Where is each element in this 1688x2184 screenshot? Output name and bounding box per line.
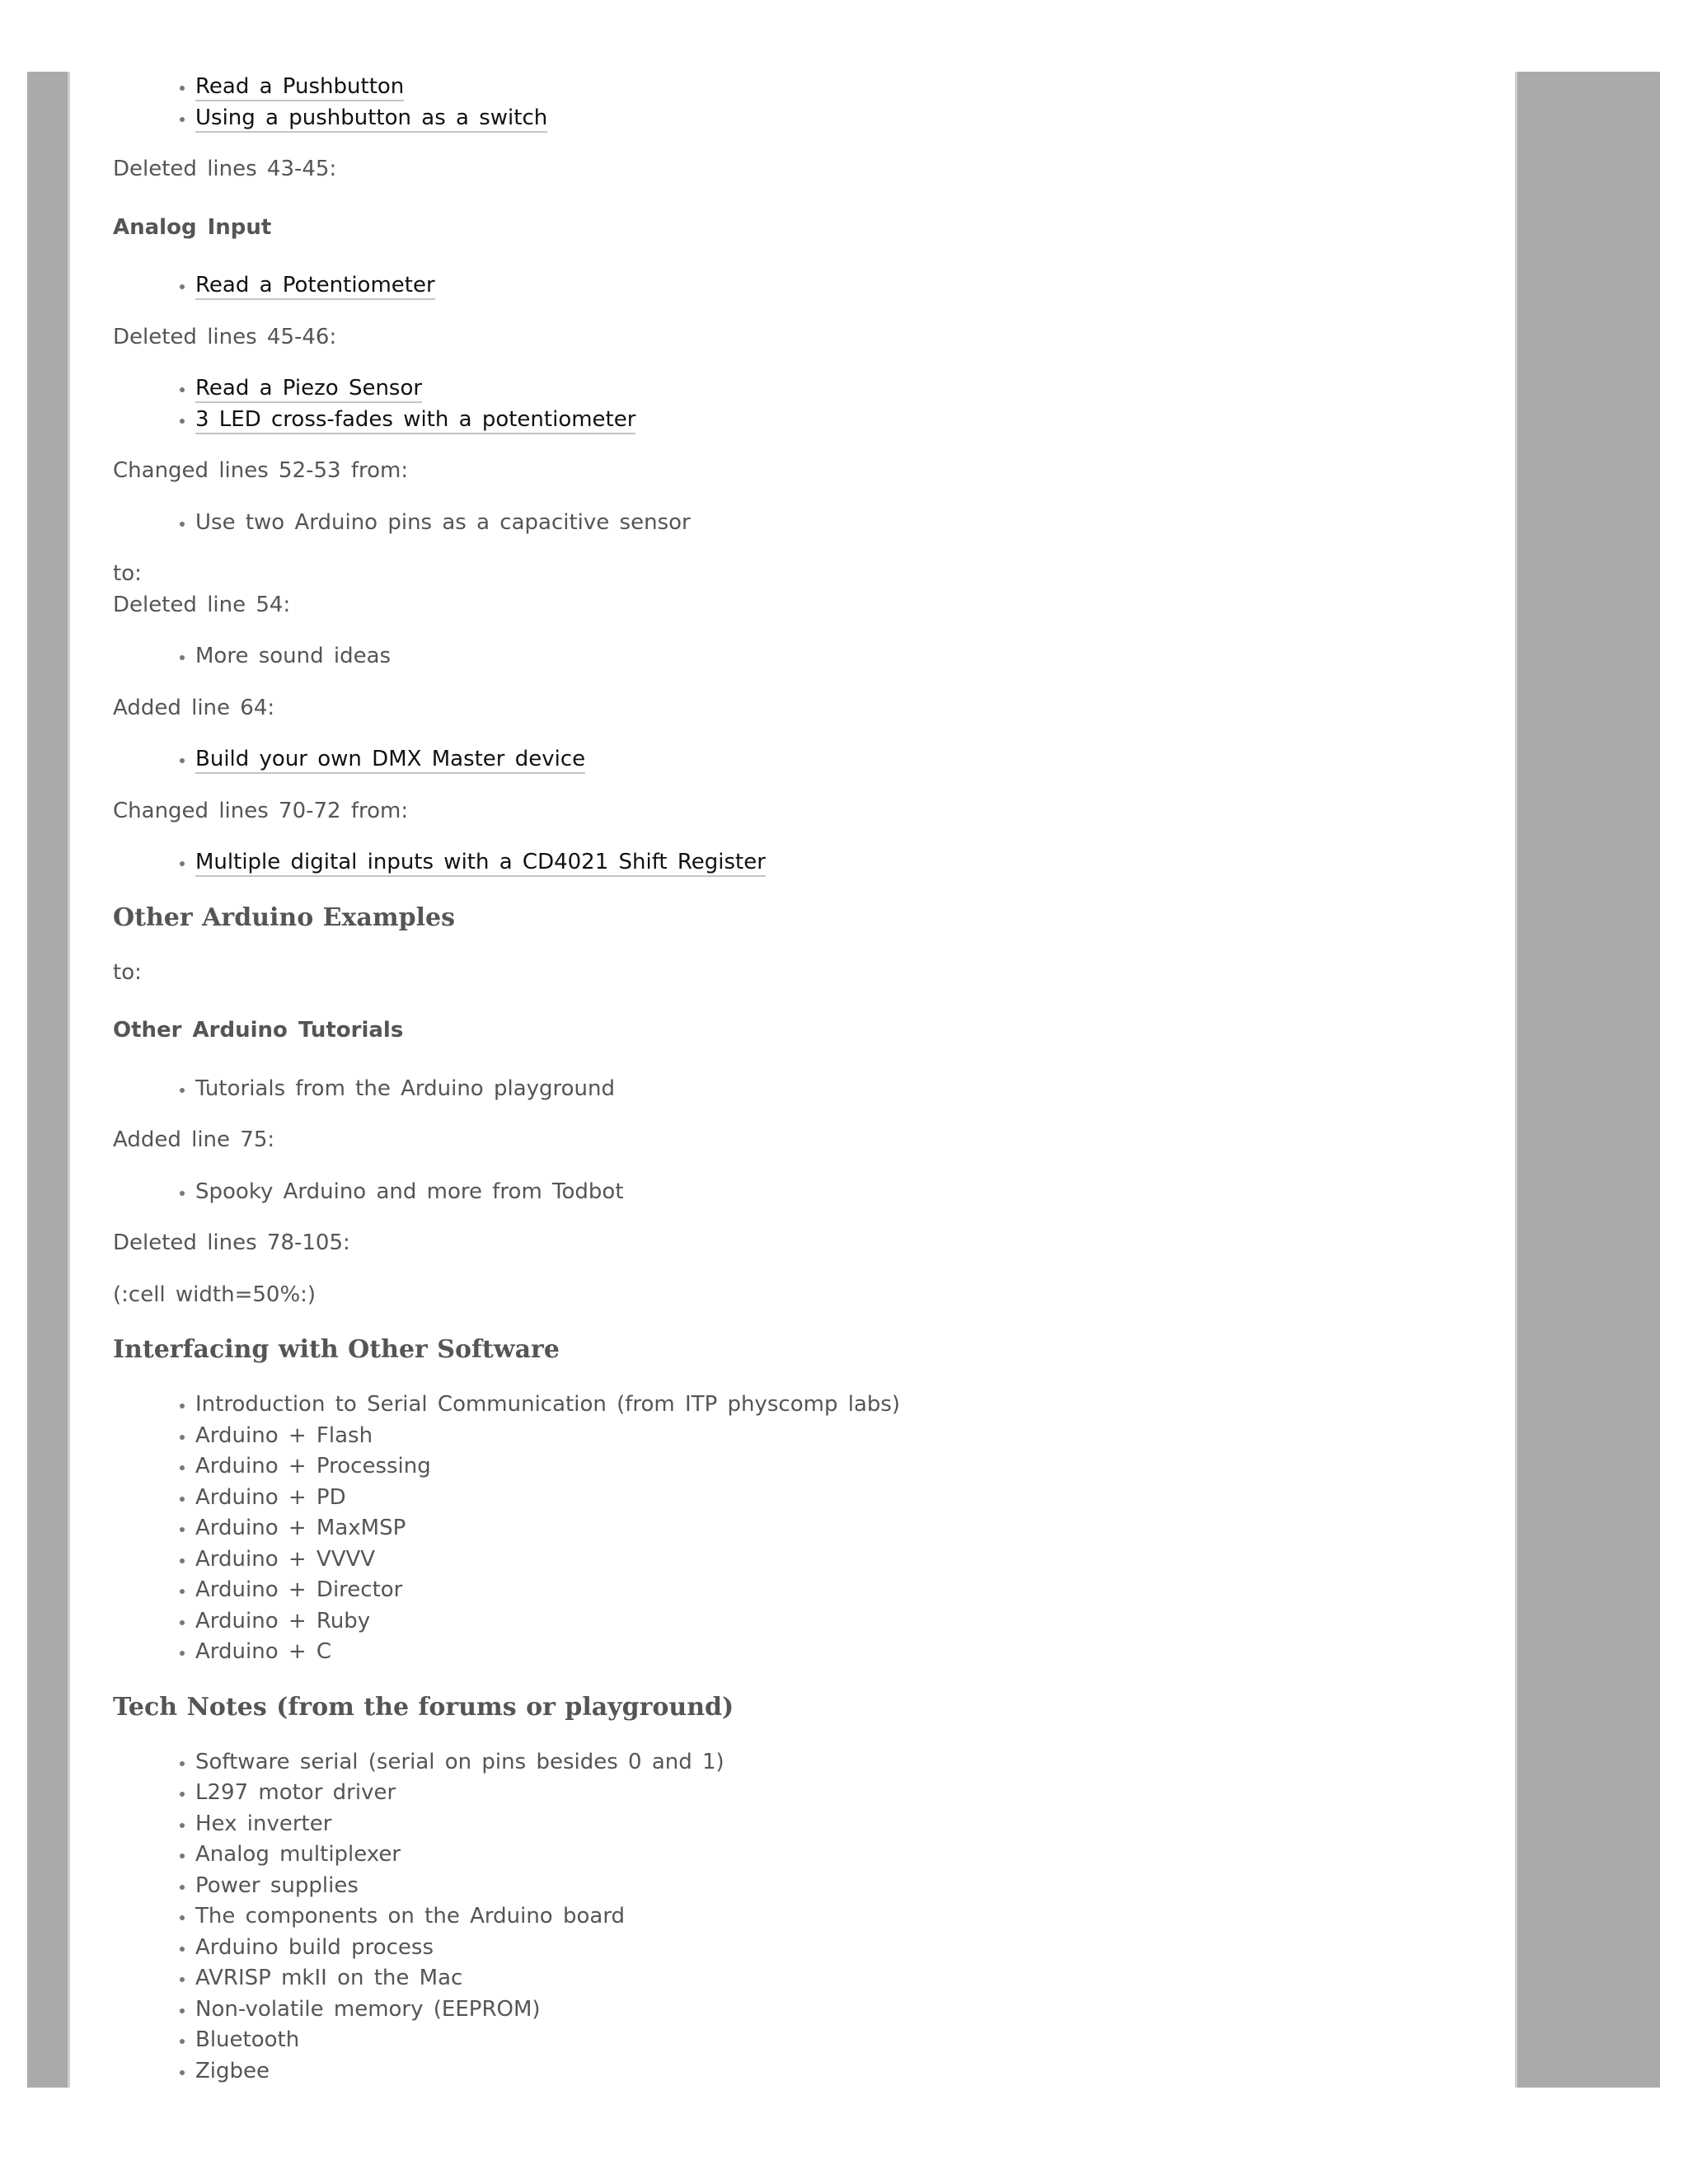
list-item: • Arduino build process <box>195 1933 1498 1964</box>
tech-notes-heading: Tech Notes (from the forums or playground) <box>113 1692 734 1722</box>
to-label: to: <box>113 959 142 985</box>
diff-note-64: Added line 64: <box>113 695 275 720</box>
list-item: • Introduction to Serial Communication (from ITP physcomp labs) <box>195 1390 1498 1421</box>
pushbutton-list <box>113 72 1498 134</box>
diff-note-70-72: Changed lines 70-72 from: <box>113 798 409 823</box>
list-item: • Arduino + C <box>195 1637 1498 1668</box>
list-item: • L297 motor driver <box>195 1778 1498 1809</box>
list-item <box>195 270 1498 302</box>
read-pushbutton-link[interactable]: Read a Pushbutton <box>195 74 404 101</box>
list-item: • AVRISP mkII on the Mac <box>195 1963 1498 1994</box>
piezo-list <box>113 373 1498 435</box>
diff-note-54: Deleted line 54: <box>113 592 291 617</box>
list-item <box>195 72 1498 103</box>
list-item: • Arduino + Ruby <box>195 1606 1498 1638</box>
list-item <box>195 103 1498 134</box>
list-item: • Analog multiplexer <box>195 1840 1498 1871</box>
read-piezo-link[interactable]: Read a Piezo Sensor <box>195 376 422 403</box>
left-sidebar-bar <box>27 72 70 2088</box>
to-label: to: <box>113 561 142 586</box>
list-item: • Spooky Arduino and more from Todbot <box>195 1177 1498 1208</box>
diff-note-75: Added line 75: <box>113 1127 275 1152</box>
tech-notes-list <box>113 1747 1498 2088</box>
diff-note-43-45: Deleted lines 43-45: <box>113 157 337 181</box>
interfacing-list <box>113 1390 1498 1668</box>
pushbutton-switch-link[interactable]: Using a pushbutton as a switch <box>195 105 547 133</box>
page-content <box>113 72 1498 2087</box>
list-item: • Arduino + Director <box>195 1575 1498 1606</box>
dmx-master-link[interactable]: Build your own DMX Master device <box>195 747 585 774</box>
list-item <box>195 405 1498 436</box>
capacitive-list <box>113 508 1498 539</box>
list-item: • Arduino + Flash <box>195 1421 1498 1452</box>
list-item: • Software serial (serial on pins besides 0 and 1) <box>195 1747 1498 1779</box>
playground-list <box>113 1074 1498 1105</box>
shift-register-list <box>113 847 1498 879</box>
list-item: • More sound ideas <box>195 641 1498 673</box>
cell-width-directive: (:cell width=50%:) <box>113 1282 316 1307</box>
dmx-list <box>113 744 1498 776</box>
other-examples-heading: Other Arduino Examples <box>113 902 455 932</box>
list-item: • Non-volatile memory (EEPROM) <box>195 1994 1498 2026</box>
diff-note-78-105: Deleted lines 78-105: <box>113 1230 350 1255</box>
list-item: • Arduino + VVVV <box>195 1544 1498 1576</box>
list-item <box>195 373 1498 405</box>
interfacing-heading: Interfacing with Other Software <box>113 1335 560 1364</box>
right-sidebar-bar <box>1515 72 1660 2088</box>
diff-note-45-46: Deleted lines 45-46: <box>113 324 337 349</box>
list-item: • Arduino + MaxMSP <box>195 1513 1498 1544</box>
list-item: • Arduino + PD <box>195 1483 1498 1514</box>
led-crossfade-link[interactable]: 3 LED cross-fades with a potentiometer <box>195 407 635 434</box>
shift-register-link[interactable]: Multiple digital inputs with a CD4021 Shift Register <box>195 850 766 877</box>
list-item: • Arduino + Processing <box>195 1451 1498 1483</box>
diff-note-52-53: Changed lines 52-53 from: <box>113 458 409 483</box>
sound-list <box>113 641 1498 673</box>
list-item: • Hex inverter <box>195 1809 1498 1840</box>
list-item: • Tutorials from the Arduino playground <box>195 1074 1498 1105</box>
analog-input-heading: Analog Input <box>113 214 272 240</box>
list-item: • The components on the Arduino board <box>195 1901 1498 1933</box>
list-item: • Bluetooth <box>195 2025 1498 2056</box>
list-item: • Power supplies <box>195 1871 1498 1902</box>
list-item: • Zigbee <box>195 2056 1498 2088</box>
other-tutorials-heading: Other Arduino Tutorials <box>113 1018 404 1043</box>
list-item <box>195 847 1498 879</box>
list-item: • Use two Arduino pins as a capacitive sensor <box>195 508 1498 539</box>
todbot-list <box>113 1177 1498 1208</box>
list-item <box>195 744 1498 776</box>
read-potentiometer-link[interactable]: Read a Potentiometer <box>195 273 435 300</box>
analog-list <box>113 270 1498 302</box>
